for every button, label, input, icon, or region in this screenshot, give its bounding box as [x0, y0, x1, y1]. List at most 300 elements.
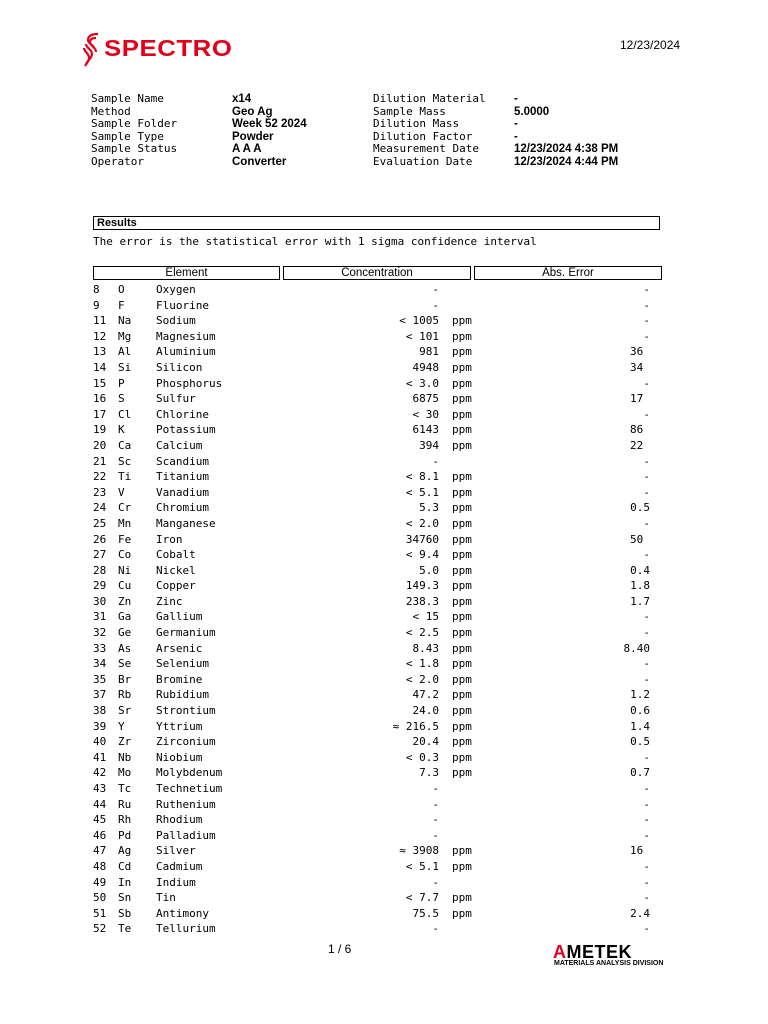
element-name: Zinc [156, 594, 183, 608]
element-z: 22 [93, 470, 107, 484]
concentration-value: < 9.4 [405, 548, 439, 562]
element-name: Scandium [156, 454, 209, 468]
element-z: 13 [93, 345, 107, 359]
info-label: Sample Mass [373, 104, 446, 118]
concentration-unit: ppm [452, 423, 472, 437]
table-row [0, 907, 768, 923]
results-header-box [93, 216, 660, 230]
element-symbol: Cd [118, 859, 132, 873]
element-z: 47 [93, 844, 107, 858]
element-symbol: Ag [118, 844, 132, 858]
element-name: Palladium [156, 828, 216, 842]
info-label: Sample Folder [91, 117, 178, 131]
table-row [0, 626, 768, 642]
abs-error-value: - [643, 672, 650, 686]
results-title: Results [97, 217, 137, 229]
table-row [0, 735, 768, 751]
concentration-value: < 101 [405, 329, 439, 343]
dilution-material-value: - [514, 93, 518, 105]
element-symbol: Rb [118, 688, 132, 702]
element-z: 51 [93, 906, 107, 920]
concentration-value: 8.43 [412, 641, 439, 655]
element-z: 15 [93, 376, 107, 390]
table-row [0, 657, 768, 673]
concentration-value: 75.5 [412, 906, 439, 920]
element-z: 37 [93, 688, 107, 702]
element-name: Chromium [156, 501, 209, 515]
element-z: 31 [93, 610, 107, 624]
element-z: 43 [93, 782, 107, 795]
info-label: Evaluation Date [373, 154, 473, 168]
abs-error-value: - [643, 485, 650, 499]
concentration-value: 24.0 [412, 704, 439, 718]
abs-error-value: - [643, 828, 650, 842]
element-name: Selenium [156, 657, 209, 671]
element-symbol: Ca [118, 438, 132, 452]
concentration-value: 981 [419, 345, 439, 359]
element-symbol: Te [118, 922, 132, 936]
element-symbol: F [118, 298, 125, 312]
concentration-value: < 0.3 [405, 750, 439, 764]
element-symbol: Cl [118, 407, 132, 421]
concentration-unit: ppm [452, 516, 472, 530]
concentration-unit: ppm [452, 766, 472, 780]
table-row [0, 782, 768, 798]
abs-error-value: - [643, 314, 650, 328]
table-row [0, 610, 768, 626]
element-symbol: Sn [118, 891, 132, 905]
element-name: Magnesium [156, 329, 216, 343]
info-label: Sample Type [91, 129, 164, 143]
element-z: 17 [93, 407, 107, 421]
element-name: Arsenic [156, 641, 203, 655]
element-name: Niobium [156, 750, 203, 764]
column-header-concentration: Concentration [283, 266, 471, 280]
element-symbol: Ga [118, 610, 132, 624]
abs-error-value: 1.2 [630, 688, 650, 702]
concentration-value: < 5.1 [405, 485, 439, 499]
table-row [0, 283, 768, 299]
info-left-values [232, 93, 307, 169]
table-row [0, 533, 768, 549]
spectro-logo-text: SPECTRO [104, 35, 233, 61]
abs-error-value: 1.4 [630, 719, 650, 733]
abs-error-value: 36 [630, 345, 644, 359]
element-name: Rubidium [156, 688, 209, 702]
table-row [0, 922, 768, 938]
info-left-labels [91, 93, 177, 169]
spectro-logo [82, 30, 233, 70]
concentration-unit: ppm [452, 345, 472, 359]
concentration-unit: ppm [452, 563, 472, 577]
concentration-value: - [432, 797, 439, 811]
concentration-unit: ppm [452, 844, 472, 858]
sample-name-value: x14 [232, 93, 252, 105]
concentration-unit: ppm [452, 548, 472, 562]
element-symbol: Al [118, 345, 132, 359]
element-name: Tellurium [156, 922, 216, 936]
table-row [0, 642, 768, 658]
concentration-value: 5.3 [419, 501, 439, 515]
concentration-unit: ppm [452, 641, 472, 655]
element-z: 49 [93, 875, 107, 889]
evaluation-date-value: 12/23/2024 4:44 PM [514, 155, 619, 168]
element-z: 33 [93, 641, 107, 655]
element-symbol: Nb [118, 750, 132, 764]
element-z: 39 [93, 719, 107, 733]
element-symbol: Sc [118, 454, 132, 468]
abs-error-value: - [643, 657, 650, 671]
element-name: Sulfur [156, 392, 196, 406]
table-row [0, 548, 768, 564]
element-z: 27 [93, 548, 107, 562]
element-name: Antimony [156, 906, 209, 920]
abs-error-value: 0.4 [630, 563, 650, 577]
element-symbol: Co [118, 548, 132, 562]
concentration-value: 394 [419, 438, 439, 452]
abs-error-value: 1.7 [630, 594, 650, 608]
element-name: Indium [156, 875, 196, 889]
abs-error-value: 0.5 [630, 735, 650, 749]
concentration-unit: ppm [452, 688, 472, 702]
concentration-unit: ppm [452, 906, 472, 920]
element-name: Rhodium [156, 813, 203, 827]
concentration-value: 7.3 [419, 766, 439, 780]
abs-error-value: - [643, 516, 650, 530]
element-symbol: Zr [118, 735, 132, 749]
concentration-value: - [432, 298, 439, 312]
element-z: 20 [93, 438, 107, 452]
element-symbol: O [118, 283, 125, 296]
info-label: Dilution Material [373, 92, 486, 105]
abs-error-value: - [643, 454, 650, 468]
element-name: Cobalt [156, 548, 196, 562]
abs-error-value: - [643, 797, 650, 811]
element-name: Nickel [156, 563, 196, 577]
table-row [0, 330, 768, 346]
element-z: 16 [93, 392, 107, 406]
element-z: 32 [93, 626, 107, 640]
operator-value: Converter [232, 155, 287, 168]
table-row [0, 720, 768, 736]
element-symbol: Se [118, 657, 132, 671]
table-row [0, 455, 768, 471]
element-z: 26 [93, 532, 107, 546]
concentration-value: 4948 [412, 360, 439, 374]
concentration-unit: ppm [452, 501, 472, 515]
element-symbol: Ru [118, 797, 132, 811]
element-z: 8 [93, 283, 100, 296]
element-z: 48 [93, 859, 107, 873]
concentration-value: - [432, 782, 439, 795]
concentration-value: 238.3 [405, 594, 439, 608]
concentration-unit: ppm [452, 672, 472, 686]
info-label: Dilution Factor [373, 129, 473, 143]
element-name: Copper [156, 579, 196, 593]
column-header-abs-error: Abs. Error [474, 266, 662, 280]
abs-error-value: - [643, 548, 650, 562]
element-z: 38 [93, 704, 107, 718]
ametek-logo [553, 942, 668, 972]
element-symbol: Ti [118, 470, 132, 484]
concentration-value: 47.2 [412, 688, 439, 702]
element-symbol: Rh [118, 813, 132, 827]
table-row [0, 501, 768, 517]
element-symbol: Mo [118, 766, 132, 780]
element-z: 35 [93, 672, 107, 686]
concentration-value: < 8.1 [405, 470, 439, 484]
abs-error-value: - [643, 891, 650, 905]
element-symbol: V [118, 485, 125, 499]
element-name: Bromine [156, 672, 203, 686]
ametek-logo-text: AMETEK [553, 942, 632, 962]
element-z: 30 [93, 594, 107, 608]
table-row [0, 299, 768, 315]
abs-error-value: - [643, 875, 650, 889]
element-symbol: Cu [118, 579, 132, 593]
element-z: 24 [93, 501, 107, 515]
table-row [0, 439, 768, 455]
element-name: Yttrium [156, 719, 203, 733]
measurement-date-value: 12/23/2024 4:38 PM [514, 143, 619, 156]
error-note: The error is the statistical error with 1 sigma confidence interval [93, 235, 537, 248]
abs-error-value: 34 [630, 360, 644, 374]
element-symbol: Si [118, 360, 132, 374]
concentration-unit: ppm [452, 407, 472, 421]
element-name: Ruthenium [156, 797, 216, 811]
concentration-value: 6875 [412, 392, 439, 406]
concentration-unit: ppm [452, 610, 472, 624]
table-row [0, 688, 768, 704]
abs-error-value: - [643, 922, 650, 936]
table-row [0, 579, 768, 595]
element-z: 25 [93, 516, 107, 530]
table-row [0, 564, 768, 580]
abs-error-value: - [643, 376, 650, 390]
info-label: Operator [91, 154, 144, 168]
table-row [0, 470, 768, 486]
concentration-unit: ppm [452, 750, 472, 764]
abs-error-value: 86 [630, 423, 644, 437]
concentration-value: 20.4 [412, 735, 439, 749]
concentration-value: < 2.0 [405, 672, 439, 686]
concentration-value: ≈ 3908 [399, 844, 439, 858]
element-name: Fluorine [156, 298, 209, 312]
concentration-unit: ppm [452, 360, 472, 374]
info-right-values [514, 93, 618, 169]
element-z: 45 [93, 813, 107, 827]
table-row [0, 392, 768, 408]
table-row [0, 595, 768, 611]
concentration-unit: ppm [452, 891, 472, 905]
concentration-unit: ppm [452, 438, 472, 452]
abs-error-value: - [643, 329, 650, 343]
abs-error-value: - [643, 407, 650, 421]
abs-error-value: - [643, 626, 650, 640]
table-row [0, 813, 768, 829]
element-z: 29 [93, 579, 107, 593]
element-z: 40 [93, 735, 107, 749]
info-label: Dilution Mass [373, 117, 460, 131]
concentration-value: - [432, 922, 439, 936]
dilution-factor-value: - [514, 130, 518, 143]
abs-error-value: 8.40 [623, 641, 650, 655]
sample-type-value: Powder [232, 130, 274, 143]
abs-error-value: - [643, 283, 650, 296]
element-z: 19 [93, 423, 107, 437]
header-date: 12/23/2024 [620, 38, 681, 52]
table-row [0, 704, 768, 720]
concentration-value: < 15 [412, 610, 439, 624]
element-symbol: P [118, 376, 125, 390]
concentration-unit: ppm [452, 329, 472, 343]
element-symbol: Ge [118, 626, 132, 640]
concentration-value: < 2.0 [405, 516, 439, 530]
concentration-value: 149.3 [405, 579, 439, 593]
ametek-division-text: MATERIALS ANALYSIS DIVISION [554, 960, 664, 967]
results-table [0, 283, 768, 938]
element-name: Tin [156, 891, 176, 905]
element-z: 21 [93, 454, 107, 468]
concentration-unit: ppm [452, 719, 472, 733]
concentration-value: 5.0 [419, 563, 439, 577]
element-name: Molybdenum [156, 766, 223, 780]
element-name: Iron [156, 532, 183, 546]
element-name: Aluminium [156, 345, 216, 359]
element-name: Sodium [156, 314, 196, 328]
abs-error-value: 0.6 [630, 704, 650, 718]
element-z: 50 [93, 891, 107, 905]
concentration-unit: ppm [452, 392, 472, 406]
element-z: 9 [93, 298, 100, 312]
concentration-unit: ppm [452, 376, 472, 390]
concentration-value: - [432, 875, 439, 889]
abs-error-value: - [643, 813, 650, 827]
table-row [0, 314, 768, 330]
table-row [0, 844, 768, 860]
table-row [0, 345, 768, 361]
abs-error-value: 16 [630, 844, 644, 858]
element-symbol: Ni [118, 563, 132, 577]
abs-error-value: 0.5 [630, 501, 650, 515]
element-z: 23 [93, 485, 107, 499]
concentration-value: < 2.5 [405, 626, 439, 640]
concentration-value: 6143 [412, 423, 439, 437]
element-name: Oxygen [156, 283, 196, 296]
concentration-unit: ppm [452, 314, 472, 328]
element-name: Gallium [156, 610, 203, 624]
concentration-value: < 1005 [399, 314, 439, 328]
abs-error-value: 0.7 [630, 766, 650, 780]
element-name: Vanadium [156, 485, 209, 499]
element-symbol: Pd [118, 828, 132, 842]
concentration-value: - [432, 283, 439, 296]
element-symbol: Br [118, 672, 132, 686]
element-name: Silicon [156, 360, 203, 374]
concentration-unit: ppm [452, 485, 472, 499]
element-symbol: Mn [118, 516, 132, 530]
element-z: 44 [93, 797, 107, 811]
table-row [0, 829, 768, 845]
concentration-unit: ppm [452, 704, 472, 718]
method-value: Geo Ag [232, 105, 273, 118]
table-row [0, 377, 768, 393]
abs-error-value: 17 [630, 392, 644, 406]
abs-error-value: 50 [630, 532, 644, 546]
element-symbol: Mg [118, 329, 132, 343]
table-row [0, 798, 768, 814]
element-z: 41 [93, 750, 107, 764]
element-symbol: Zn [118, 594, 132, 608]
element-symbol: Y [118, 719, 125, 733]
concentration-unit: ppm [452, 470, 472, 484]
element-symbol: Na [118, 314, 132, 328]
info-label: Sample Status [91, 142, 178, 156]
element-z: 42 [93, 766, 107, 780]
info-label: Method [91, 104, 131, 118]
table-row [0, 860, 768, 876]
element-z: 14 [93, 360, 107, 374]
concentration-value: ≈ 216.5 [392, 719, 439, 733]
abs-error-value: - [643, 750, 650, 764]
element-name: Potassium [156, 423, 216, 437]
abs-error-value: - [643, 610, 650, 624]
element-z: 52 [93, 922, 107, 936]
element-z: 28 [93, 563, 107, 577]
element-name: Germanium [156, 626, 216, 640]
concentration-value: < 7.7 [405, 891, 439, 905]
element-name: Chlorine [156, 407, 209, 421]
element-symbol: In [118, 875, 132, 889]
table-row [0, 517, 768, 533]
abs-error-value: 1.8 [630, 579, 650, 593]
element-name: Cadmium [156, 859, 203, 873]
table-row [0, 751, 768, 767]
concentration-unit: ppm [452, 657, 472, 671]
dilution-mass-value: - [514, 118, 518, 131]
sample-mass-value: 5.0000 [514, 105, 550, 118]
element-symbol: Sb [118, 906, 132, 920]
abs-error-value: 2.4 [630, 906, 650, 920]
info-label: Sample Name [91, 92, 164, 105]
concentration-value: < 5.1 [405, 859, 439, 873]
element-z: 34 [93, 657, 107, 671]
abs-error-value: - [643, 782, 650, 795]
concentration-value: 34760 [405, 532, 439, 546]
table-row [0, 673, 768, 689]
concentration-value: - [432, 828, 439, 842]
concentration-unit: ppm [452, 532, 472, 546]
concentration-unit: ppm [452, 626, 472, 640]
element-name: Technetium [156, 782, 223, 795]
abs-error-value: - [643, 859, 650, 873]
table-row [0, 876, 768, 892]
concentration-unit: ppm [452, 859, 472, 873]
element-z: 12 [93, 329, 107, 343]
sample-folder-value: Week 52 2024 [232, 118, 307, 131]
concentration-value: < 30 [412, 407, 439, 421]
element-z: 11 [93, 314, 107, 328]
abs-error-value: - [643, 470, 650, 484]
element-name: Phosphorus [156, 376, 223, 390]
element-name: Calcium [156, 438, 203, 452]
concentration-value: < 3.0 [405, 376, 439, 390]
element-symbol: Sr [118, 704, 132, 718]
element-name: Zirconium [156, 735, 216, 749]
element-name: Manganese [156, 516, 216, 530]
element-symbol: Cr [118, 501, 132, 515]
element-symbol: S [118, 392, 125, 406]
